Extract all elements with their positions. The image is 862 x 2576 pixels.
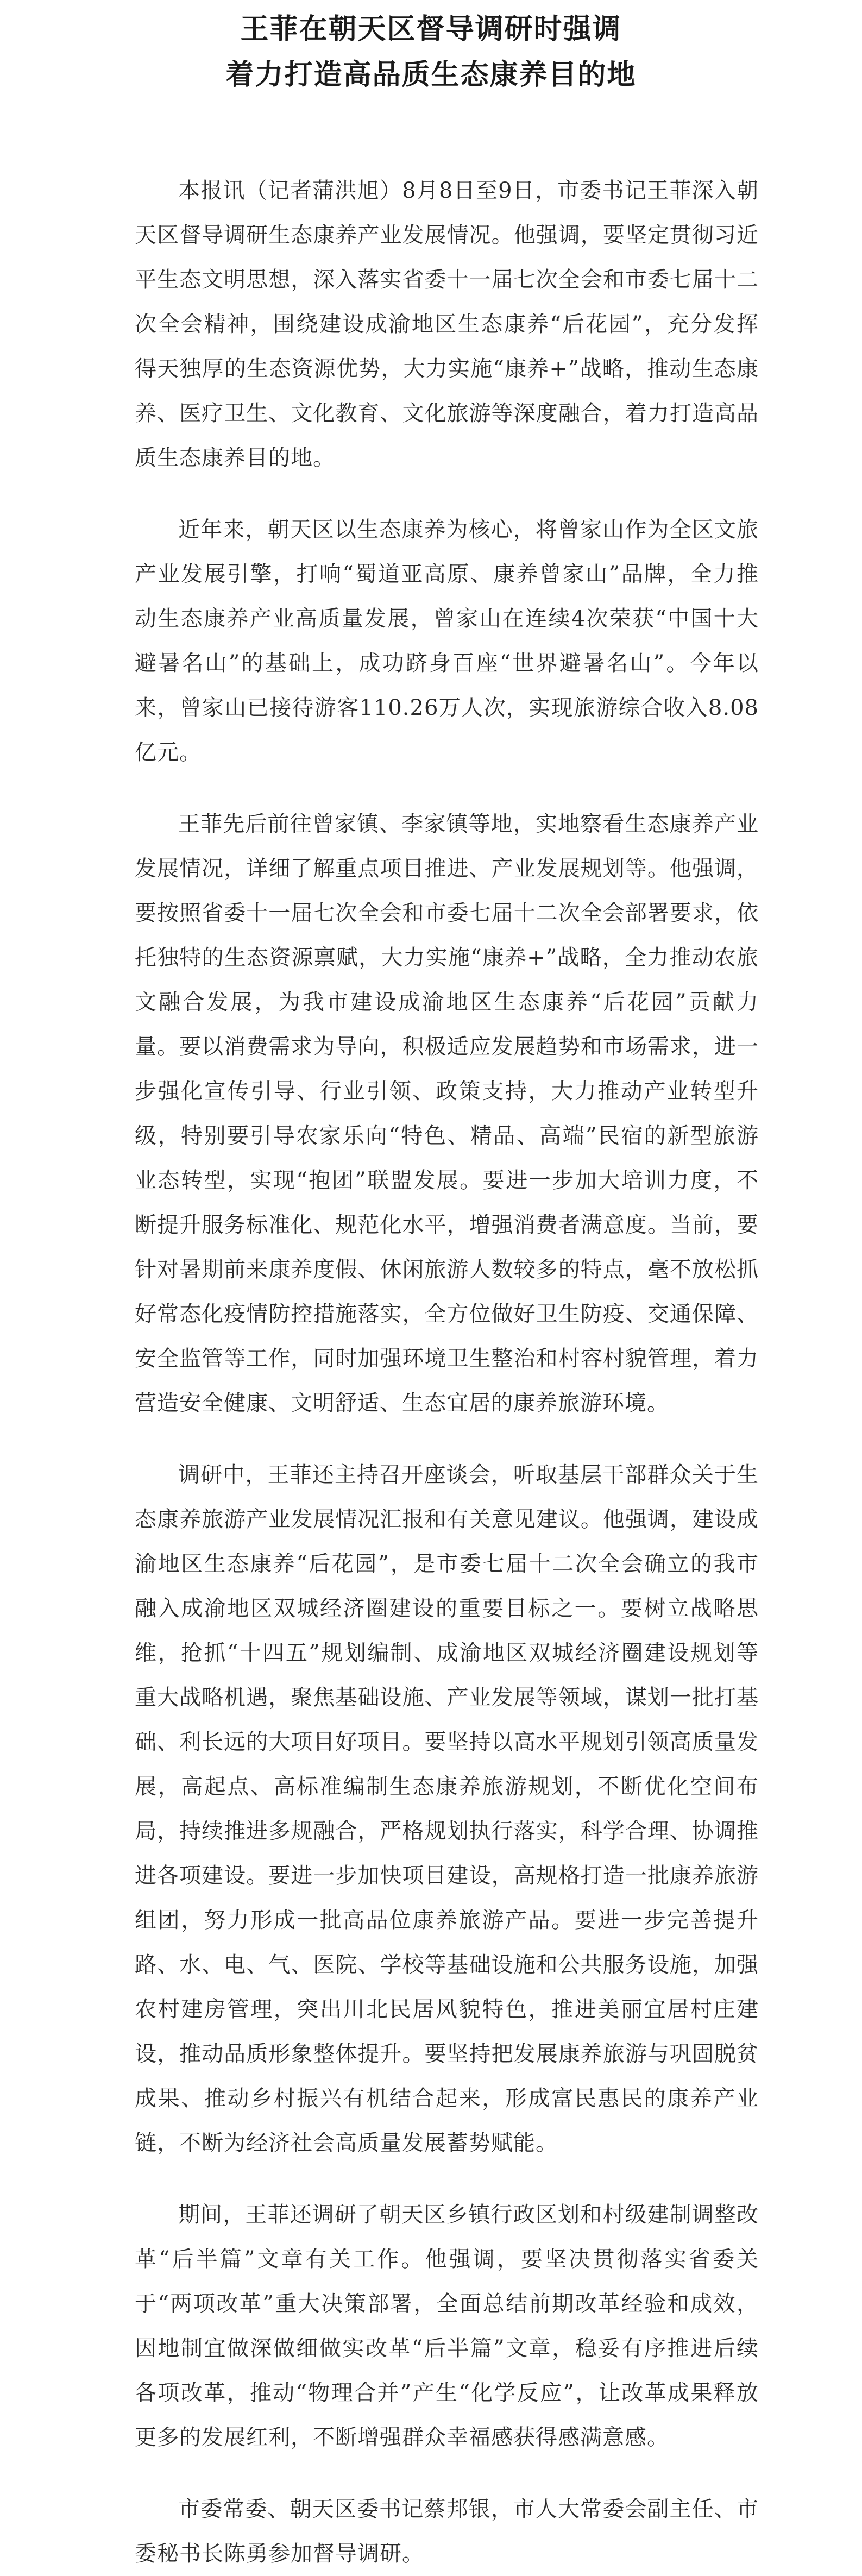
article-paragraph: 近年来，朝天区以生态康养为核心，将曾家山作为全区文旅产业发展引擎，打响“蜀道亚高原、康养曾家山”品牌，全力推动生态康养产业高质量发展，曾家山在连续4次荣获“中国十大避暑名山”的基础上，成功跻身百座“世界避暑名山”。今年以来，曾家山已接待游客110.26万人次，实现旅游综合收入8.08亿元。 [135, 517, 759, 765]
article-headline [103, 0, 759, 98]
article-paragraph: 王菲先后前往曾家镇、李家镇等地，实地察看生态康养产业发展情况，详细了解重点项目推进、产业发展规划等。他强调，要按照省委十一届七次全会和市委七届十二次全会部署要求，依托独特的生态资源禀赋，大力实施“康养+”战略，全力推动农旅文融合发展，为我市建设成渝地区生态康养“后花园”贡献力量。要以消费需求为导向，积极适应发展趋势和市场需求，进一步强化宣传引导、行业引领、政策支持，大力推动产业转型升级，特别要引导农家乐向“特色、精品、高端”民宿的新型旅游业态转型，实现“抱团”联盟发展。要进一步加大培训力度，不断提升服务标准化、规范化水平，增强消费者满意度。当前，要针对暑期前来康养度假、休闲旅游人数较多的特点，毫不放松抓好常态化疫情防控措施落实，全方位做好卫生防疫、交通保障、安全监管等工作，同时加强环境卫生整治和村容村貌管理，着力营造安全健康、文明舒适、生态宜居的康养旅游环境。 [135, 812, 759, 1416]
article-paragraph: 期间，王菲还调研了朝天区乡镇行政区划和村级建制调整改革“后半篇”文章有关工作。他强调，要坚决贯彻落实省委关于“两项改革”重大决策部署，全面总结前期改革经验和成效，因地制宜做深做细做实改革“后半篇”文章，稳妥有序推进后续各项改革，推动“物理合并”产生“化学反应”，让改革成果释放更多的发展红利，不断增强群众幸福感获得感满意感。 [135, 2202, 759, 2450]
article-paragraph: 本报讯（记者蒲洪旭）8月8日至9日，市委书记王菲深入朝天区督导调研生态康养产业发展情况。他强调，要坚定贯彻习近平生态文明思想，深入落实省委十一届七次全会和市委七届十二次全会精神，围绕建设成渝地区生态康养“后花园”，充分发挥得天独厚的生态资源优势，大力实施“康养+”战略，推动生态康养、医疗卫生、文化教育、文化旅游等深度融合，着力打造高品质生态康养目的地。 [135, 178, 759, 470]
article-body [135, 168, 759, 2576]
article-paragraph: 调研中，王菲还主持召开座谈会，听取基层干部群众关于生态康养旅游产业发展情况汇报和有关意见建议。他强调，建设成渝地区生态康养“后花园”，是市委七届十二次全会确立的我市融入成渝地区双城经济圈建设的重要目标之一。要树立战略思维，抢抓“十四五”规划编制、成渝地区双城经济圈建设规划等重大战略机遇，聚焦基础设施、产业发展等领域，谋划一批打基础、利长远的大项目好项目。要坚持以高水平规划引领高质量发展，高起点、高标准编制生态康养旅游规划，不断优化空间布局，持续推进多规融合，严格规划执行落实，科学合理、协调推进各项建设。要进一步加快项目建设，高规格打造一批康养旅游组团，努力形成一批高品位康养旅游产品。要进一步完善提升路、水、电、气、医院、学校等基础设施和公共服务设施，加强农村建房管理，突出川北民居风貌特色，推进美丽宜居村庄建设，推动品质形象整体提升。要坚持把发展康养旅游与巩固脱贫成果、推动乡村振兴有机结合起来，形成富民惠民的康养产业链，不断为经济社会高质量发展蓄势赋能。 [135, 1462, 759, 2156]
article-paragraph: 市委常委、朝天区委书记蔡邦银，市人大常委会副主任、市委秘书长陈勇参加督导调研。 [135, 2497, 759, 2566]
headline-line-1: 王菲在朝天区督导调研时强调 [240, 13, 622, 46]
headline-line-2: 着力打造高品质生态康养目的地 [225, 59, 637, 91]
